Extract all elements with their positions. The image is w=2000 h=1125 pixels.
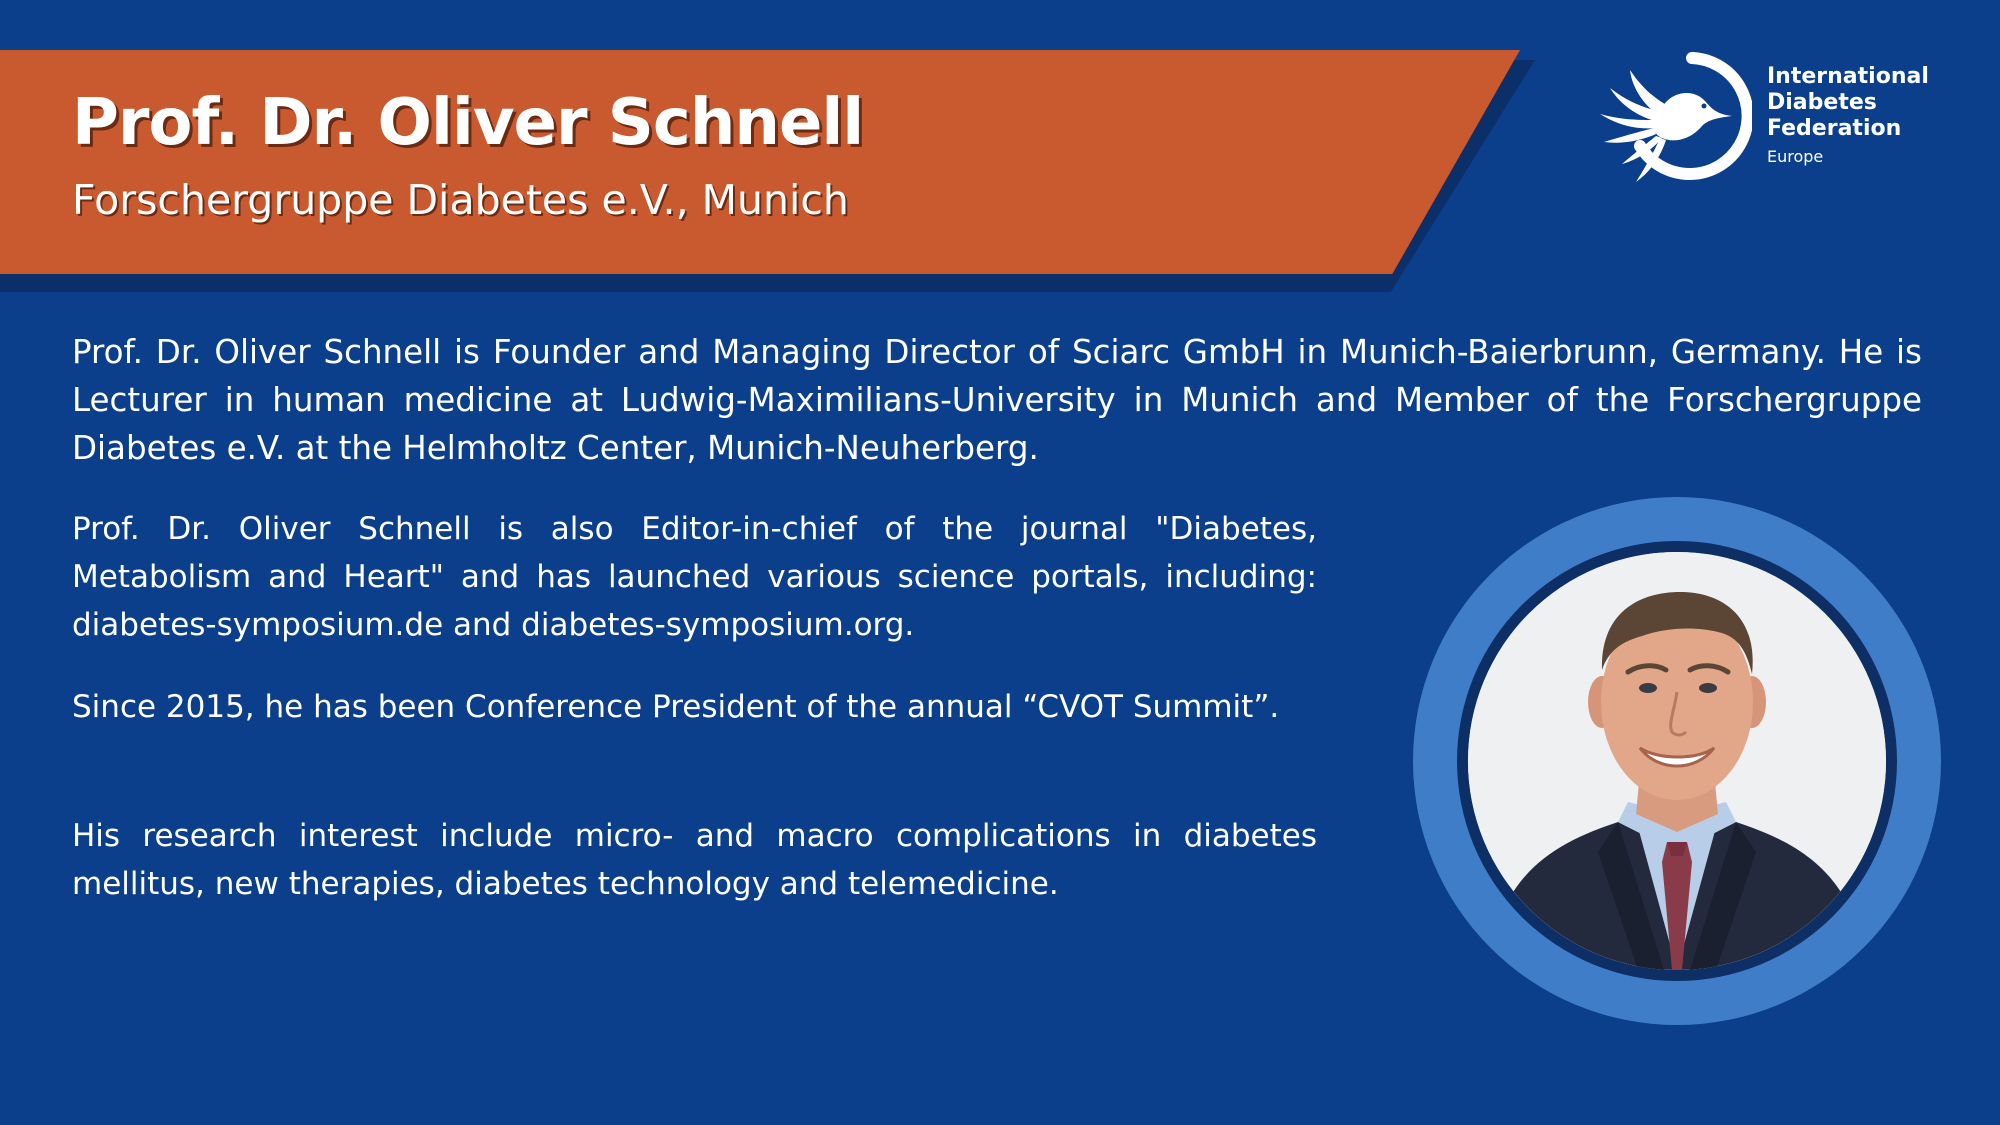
speaker-name: Prof. Dr. Oliver Schnell xyxy=(72,86,864,160)
logo-text xyxy=(1767,64,1929,170)
bio-paragraph-3: Since 2015, he has been Conference President of the annual “CVOT Summit”. xyxy=(72,689,1280,725)
speaker-affiliation: Forschergruppe Diabetes e.V., Munich xyxy=(72,176,849,224)
logo-line-1: International xyxy=(1767,64,1929,89)
bio-paragraph-2: Prof. Dr. Oliver Schnell is also Editor-in-chief of the journal "Diabetes, Metabolism and Heart" and has launched various science portals, including: diabetes-symposium.de and diabetes-symposium.org. xyxy=(72,511,1317,643)
logo-line-3: Federation xyxy=(1767,116,1902,141)
logo-line-2: Diabetes xyxy=(1767,90,1877,115)
hummingbird-logo-icon xyxy=(1592,48,1752,188)
logo-region: Europe xyxy=(1767,147,1824,166)
bio-paragraph-4: His research interest include micro- and macro complications in diabetes mellitus, new therapies, diabetes technology and telemedicine. xyxy=(72,818,1317,902)
idf-europe-logo xyxy=(1592,48,1952,188)
speaker-portrait xyxy=(1468,552,1886,970)
bio-paragraph-1: Prof. Dr. Oliver Schnell is Founder and Managing Director of Sciarc GmbH in Munich-Baierbrunn, Germany. He is Lecturer in human medicine at Ludwig-Maximilians-University in Munich and Member of the Forschergruppe Diabetes e.V. at the Helmholtz Center, Munich-Neuherberg. xyxy=(72,333,1922,467)
header-banner xyxy=(0,50,1520,274)
